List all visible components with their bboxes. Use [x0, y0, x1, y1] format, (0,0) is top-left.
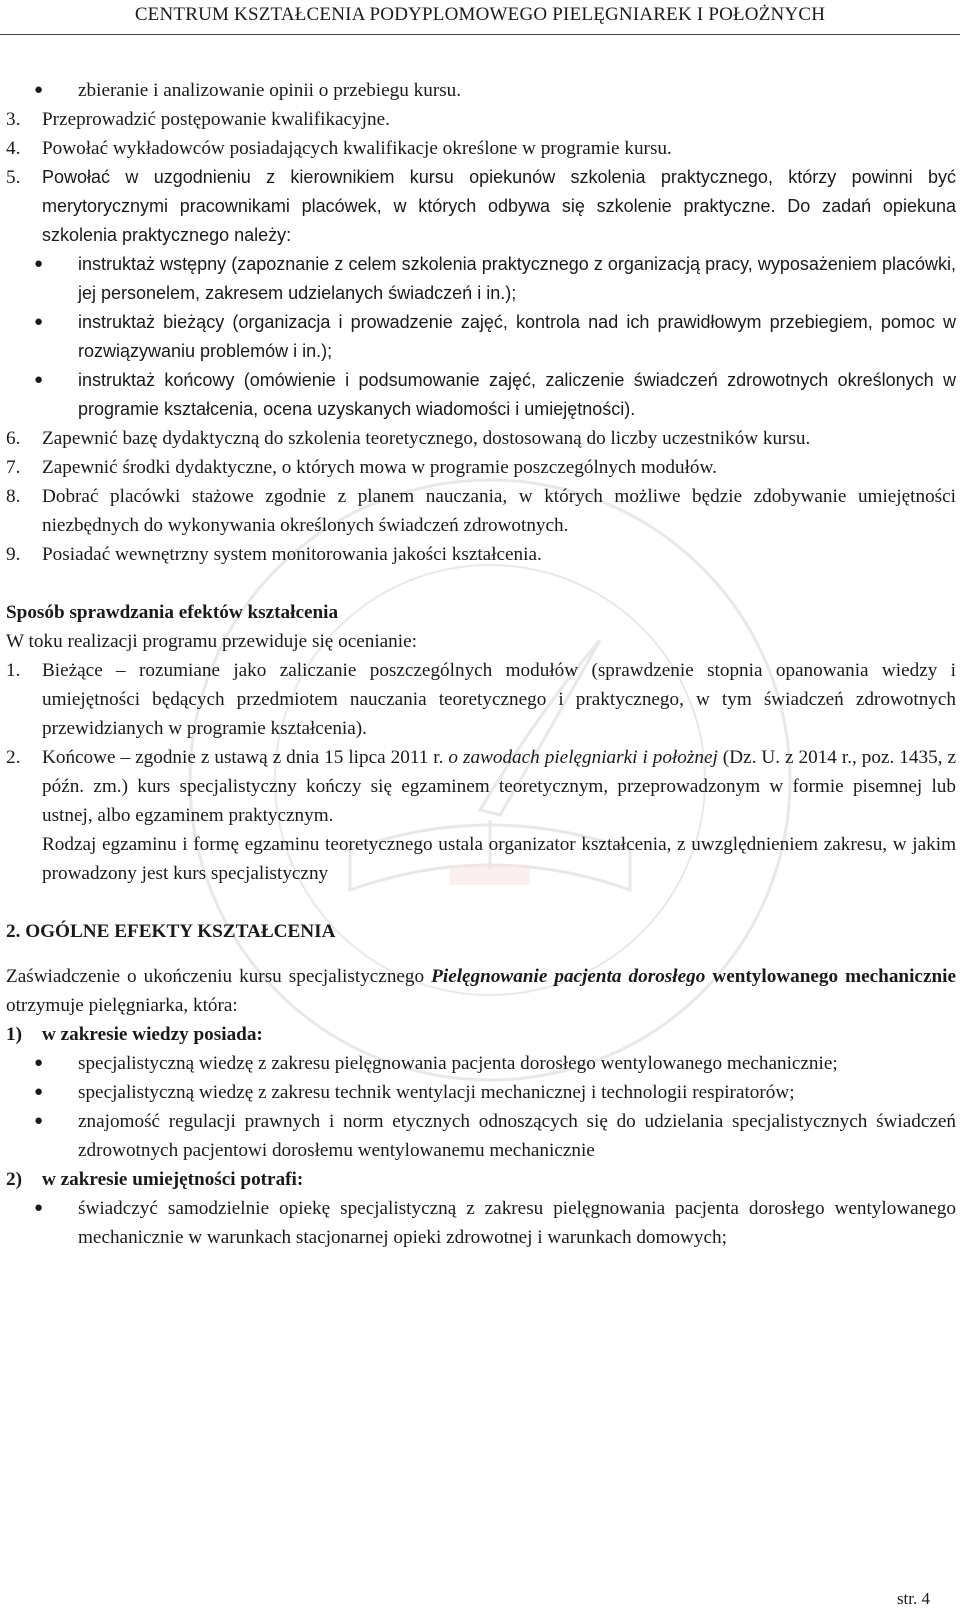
numbered-item: 5. Powołać w uzgodnieniu z kierownikiem kursu opiekunów szkolenia praktycznego, którzy powinni być merytorycznymi pracownikami placówek, w których odbywa się szkolenie praktyczne. Do zadań opiekuna szkolenia praktycznego należy:	[6, 167, 956, 245]
spacer	[6, 946, 956, 962]
list-item: ● specjalistyczną wiedzę z zakresu pielęgnowania pacjenta dorosłego wentylowanego mechanicznie;	[6, 1049, 956, 1078]
page-number: str. 4	[896, 1589, 930, 1608]
numbered-item: 4. Powołać wykładowców posiadających kwalifikacje określone w programie kursu.	[6, 138, 672, 159]
bullet-dot-icon: ●	[34, 1200, 44, 1216]
numbered-item: 6. Zapewnić bazę dydaktyczną do szkolenia teoretycznego, dostosowaną do liczby uczestników kursu.	[6, 428, 811, 449]
list-item: ● instruktaż bieżący (organizacja i prowadzenie zajęć, kontrola nad ich prawidłowym przebiegiem, pomoc w rozwiązywaniu problemów i in.);	[6, 308, 956, 366]
spacer	[6, 888, 956, 917]
bullet-dot-icon: ●	[34, 1084, 44, 1100]
bullet-dot-icon: ●	[34, 1113, 44, 1129]
sub-heading: 1) w zakresie wiedzy posiada:	[6, 1024, 263, 1045]
paragraph: Zaświadczenie o ukończeniu kursu specjalistycznego Pielęgnowanie pacjenta dorosłego wentylowanego mechanicznie otrzymuje pielęgniarka, która:	[6, 966, 956, 1016]
list-item: ● instruktaż końcowy (omówienie i podsumowanie zajęć, zaliczenie świadczeń zdrowotnych określonych w programie kształcenia, ocena uzyskanych wiadomości i umiejętności).	[6, 366, 956, 424]
spacer	[6, 569, 956, 598]
numbered-item: 8. Dobrać placówki stażowe zgodnie z planem nauczania, w których możliwe będzie zdobywanie umiejętności niezbędnych do wykonywania określonych świadczeń zdrowotnych.	[6, 486, 956, 536]
section-heading: 2. OGÓLNE EFEKTY KSZTAŁCENIA	[6, 921, 336, 942]
bullet-dot-icon: ●	[34, 372, 44, 388]
numbered-item: 7. Zapewnić środki dydaktyczne, o których mowa w programie poszczególnych modułów.	[6, 457, 717, 478]
paragraph: W toku realizacji programu przewiduje się ocenianie:	[6, 631, 417, 652]
list-item: ● świadczyć samodzielnie opiekę specjalistyczną z zakresu pielęgnowania pacjenta dorosłego wentylowanego mechanicznie w warunkach stacjonarnej opieki zdrowotnej i warunkach domowych;	[6, 1194, 956, 1252]
page-header: CENTRUM KSZTAŁCENIA PODYPLOMOWEGO PIELĘGNIAREK I POŁOŻNYCH	[0, 0, 960, 35]
bullet-dot-icon: ●	[34, 1055, 44, 1071]
list-item: ● zbieranie i analizowanie opinii o przebiegu kursu.	[6, 76, 956, 105]
list-item: ● znajomość regulacji prawnych i norm etycznych odnoszących się do udzielania specjalistycznych świadczeń zdrowotnych pacjentowi dorosłemu wentylowanemu mechanicznie	[6, 1107, 956, 1165]
numbered-item: 2. Końcowe – zgodnie z ustawą z dnia 15 lipca 2011 r. o zawodach pielęgniarki i położnej (Dz. U. z 2014 r., poz. 1435, z późn. zm.) kurs specjalistyczny kończy się egzaminem teoretycznym, przeprowadzonym w formie pisemnej lub ustnej, albo egzaminem praktycznym.	[6, 747, 956, 826]
numbered-item: 3. Przeprowadzić postępowanie kwalifikacyjne.	[6, 109, 390, 130]
sub-heading: 2) w zakresie umiejętności potrafi:	[6, 1169, 304, 1190]
list-item: ● specjalistyczną wiedzę z zakresu technik wentylacji mechanicznej i technologii respiratorów;	[6, 1078, 956, 1107]
bullet-dot-icon: ●	[34, 82, 44, 98]
bullet-dot-icon: ●	[34, 314, 44, 330]
numbered-item: 1. Bieżące – rozumiane jako zaliczanie poszczególnych modułów (sprawdzenie stopnia opanowania wiedzy i umiejętności będących przedmiotem nauczania teoretycznego i praktycznego, w tym świadczeń zdrowotnych przewidzianych w programie kształcenia).	[6, 660, 956, 739]
numbered-item: 9. Posiadać wewnętrzny system monitorowania jakości kształcenia.	[6, 544, 542, 565]
list-item: ● instruktaż wstępny (zapoznanie z celem szkolenia praktycznego z organizacją pracy, wyposażeniem placówki, jej personelem, zakresem udzielanych świadczeń i in.);	[6, 250, 956, 308]
paragraph: Rodzaj egzaminu i formę egzaminu teoretycznego ustala organizator kształcenia, z uwzględnieniem zakresu, w jakim prowadzony jest kurs specjalistyczny	[42, 834, 956, 884]
bullet-dot-icon: ●	[34, 256, 44, 272]
document-body	[6, 76, 956, 1252]
section-heading: Sposób sprawdzania efektów kształcenia	[6, 602, 339, 623]
